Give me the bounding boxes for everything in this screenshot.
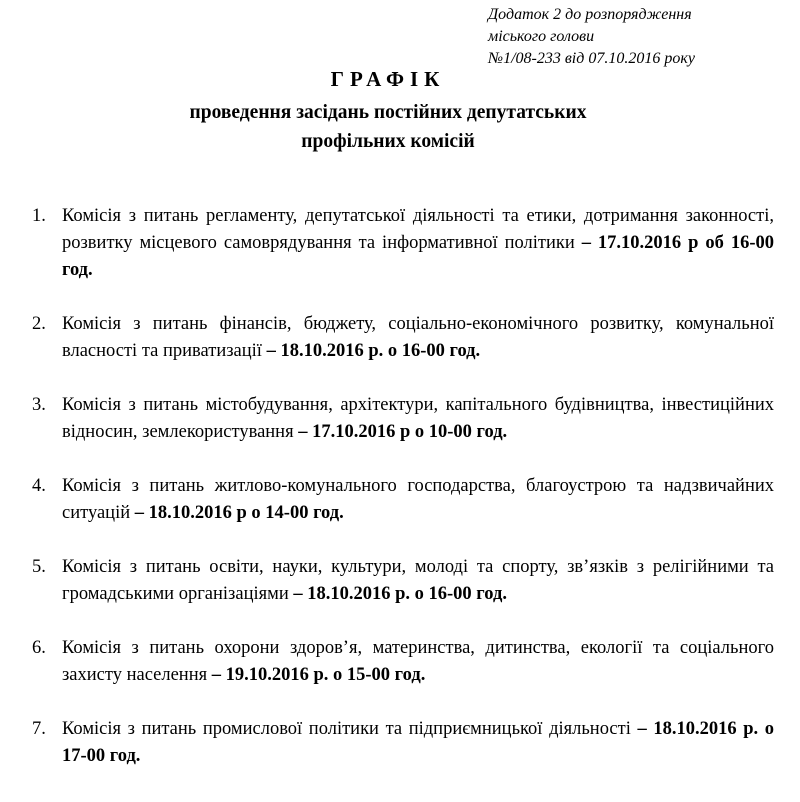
item-text: Комісія з питань регламенту, депутатської діяльності та етики, дотримання законності, розвитку місцевого самоврядування та інформативної політики: [62, 206, 774, 253]
commission-item-2: [32, 311, 774, 365]
item-number: 7.: [32, 719, 46, 739]
item-schedule: – 19.10.2016 р. о 15-00 год.: [211, 665, 426, 685]
item-schedule: – 18.10.2016 р о 14-00 год.: [134, 503, 344, 523]
item-schedule: – 18.10.2016 р. о 16-00 год.: [293, 584, 507, 604]
item-text: Комісія з питань фінансів, бюджету, соціально-економічного розвитку, комунальної власності та приватизації: [62, 314, 774, 361]
item-number: 6.: [32, 638, 46, 658]
item-number: 1.: [32, 206, 46, 226]
item-text: Комісія з питань промислової політики та підприємницької діяльності: [62, 719, 631, 739]
annex-note: [488, 4, 788, 70]
commission-item-5: [32, 554, 774, 608]
commission-item-1: [32, 203, 774, 284]
item-schedule: – 17.10.2016 р об 16-00 год.: [62, 233, 774, 280]
document-subtitle: [0, 98, 776, 156]
commission-item-6: [32, 635, 774, 689]
item-schedule: – 18.10.2016 р. о 17-00 год.: [62, 719, 774, 766]
item-number: 3.: [32, 395, 46, 415]
item-text: Комісія з питань освіти, науки, культури, молоді та спорту, зв’язків з релігійними та громадськими організаціями: [62, 557, 774, 604]
item-number: 5.: [32, 557, 46, 577]
commission-item-3: [32, 392, 774, 446]
item-text: Комісія з питань містобудування, архітектури, капітального будівництва, інвестиційних відносин, землекористування: [62, 395, 774, 442]
commission-list: [32, 203, 774, 770]
item-number: 2.: [32, 314, 46, 334]
commission-item-4: [32, 473, 774, 527]
annex-line-1: Додаток 2 до розпорядження: [488, 6, 692, 23]
item-text: Комісія з питань охорони здоров’я, материнства, дитинства, екології та соціального захисту населення: [62, 638, 774, 685]
item-number: 4.: [32, 476, 46, 496]
item-schedule: – 17.10.2016 р о 10-00 год.: [298, 422, 508, 442]
annex-line-3: №1/08-233 від 07.10.2016 року: [488, 50, 695, 67]
annex-line-2: міського голови: [488, 28, 595, 45]
item-schedule: – 18.10.2016 р. о 16-00 год.: [266, 341, 481, 361]
subtitle-line-1: проведення засідань постійних депутатських: [189, 102, 587, 123]
subtitle-line-2: профільних комісій: [301, 131, 475, 152]
item-text: Комісія з питань житлово-комунального господарства, благоустрою та надзвичайних ситуацій: [62, 476, 774, 523]
document-title: ГРАФІК: [330, 67, 446, 91]
commission-item-7: [32, 716, 774, 770]
